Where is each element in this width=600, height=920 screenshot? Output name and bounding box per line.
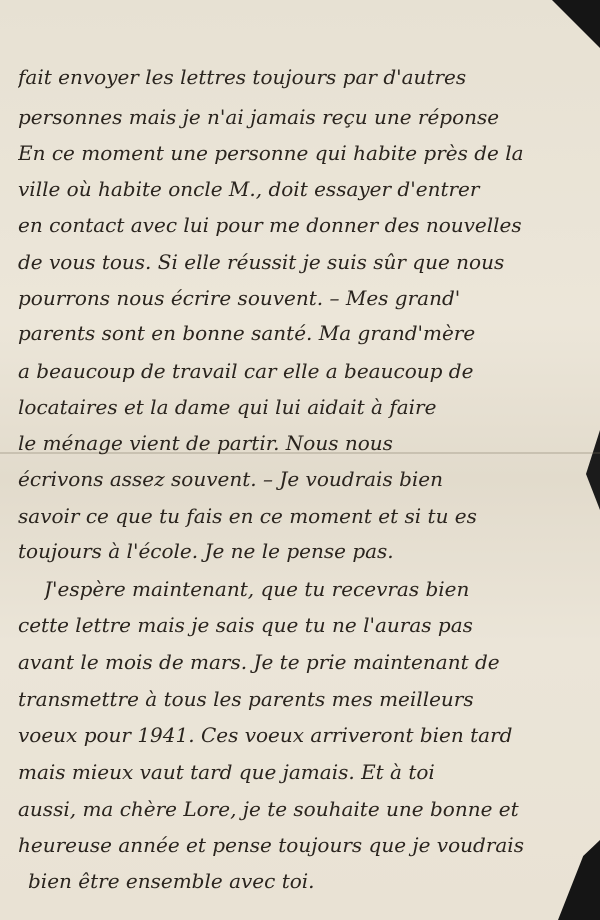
letter-line: toujours à l'école. Je ne le pense pas. [18,539,394,563]
letter-line: en contact avec lui pour me donner des nouvelles [18,213,522,237]
letter-line: mais mieux vaut tard que jamais. Et à toi [18,760,435,784]
letter-line: le ménage vient de partir. Nous nous [18,431,393,455]
letter-line: savoir ce que tu fais en ce moment et si tu es [18,504,477,528]
letter-line: bien être ensemble avec toi. [28,869,315,893]
letter-line: personnes mais je n'ai jamais reçu une réponse [18,105,500,129]
letter-line: transmettre à tous les parents mes meilleurs [18,687,474,711]
letter-line: locataires et la dame qui lui aidait à faire [18,395,437,419]
letter-line: aussi, ma chère Lore, je te souhaite une bonne et [18,797,519,821]
letter-line: cette lettre mais je sais que tu ne l'auras pas [18,613,473,637]
letter-line: a beaucoup de travail car elle a beaucoup de [18,359,474,383]
letter-line: avant le mois de mars. Je te prie maintenant de [18,650,500,674]
letter-line: heureuse année et pense toujours que je voudrais [18,833,524,857]
letter-line: parents sont en bonne santé. Ma grand'mère [18,321,476,345]
letter-line: ville où habite oncle M., doit essayer d'entrer [18,177,480,201]
letter-line: fait envoyer les lettres toujours par d'autres [18,65,467,89]
scan-corner-shadow [552,0,600,48]
letter-line: En ce moment une personne qui habite près de la [18,141,524,165]
letter-line: de vous tous. Si elle réussit je suis sûr que nous [18,250,505,274]
letter-line: J'espère maintenant, que tu recevras bien [44,577,470,601]
letter-line: écrivons assez souvent. – Je voudrais bien [18,467,443,491]
letter-line: voeux pour 1941. Ces voeux arriveront bien tard [18,723,513,747]
letter-line: pourrons nous écrire souvent. – Mes grand' [18,286,461,310]
